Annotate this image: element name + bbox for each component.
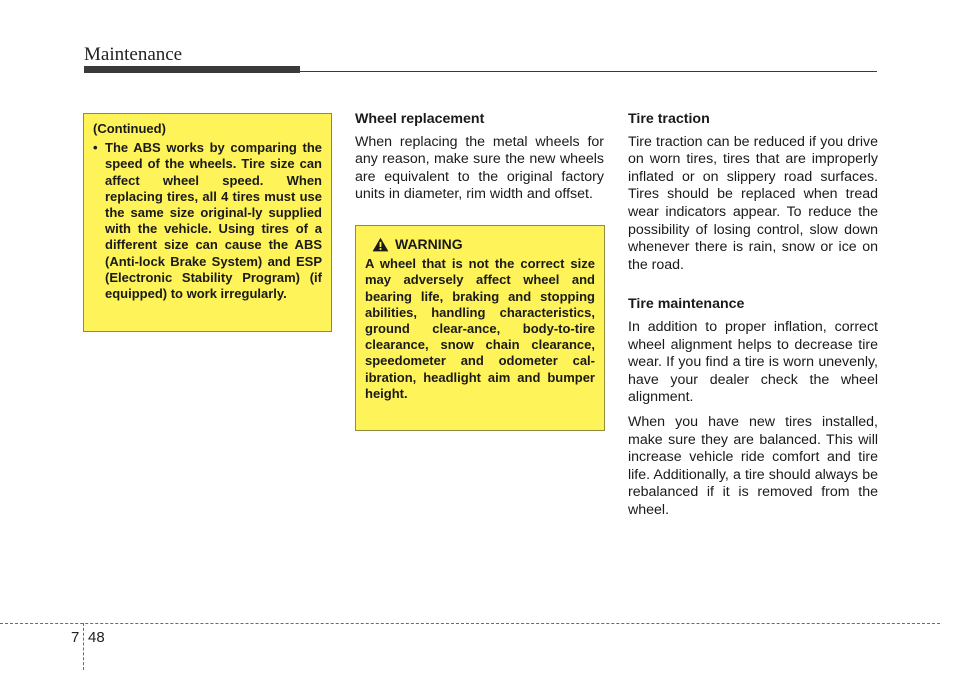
header-title: Maintenance: [84, 44, 183, 65]
warning-title: WARNING: [395, 236, 463, 252]
header-rule: [300, 71, 877, 72]
right-column: [628, 111, 878, 526]
warning-triangle-icon: [372, 237, 389, 252]
wheel-replacement-title: Wheel replacement: [355, 111, 485, 127]
tire-traction-title: Tire traction: [628, 111, 710, 127]
wheel-replacement-text: When replacing the metal wheels for any reason, make sure the new wheels are equivalent to the original factory units in diameter, rim width and offset.: [355, 133, 604, 203]
page-number: 48: [88, 629, 105, 646]
continued-bullet-item: [93, 140, 322, 302]
tire-maintenance-text-1: In addition to proper inflation, correct wheel alignment helps to decrease tire wear. If you find a tire is worn unevenly, have your dealer check the wheel alignment.: [628, 318, 878, 406]
bullet-icon: •: [93, 140, 98, 156]
continued-text: The ABS works by comparing the speed of the wheels. Tire size can affect wheel speed. When replacing tires, all 4 tires must use the same size original-ly supplied with the vehicle. Using tires of a different size can cause the ABS (Anti-lock Brake System) and ESP (Electronic Stability Program) (if equipped) to work irregularly.: [105, 140, 322, 302]
warning-text: A wheel that is not the correct size may adversely affect wheel and bearing life, braking and stopping abilities, handling characteristics, ground clear-ance, body-to-tire clearance, snow chain clearance, speedometer and odometer cal-ibration, headlight aim and bumper height.: [365, 256, 595, 401]
continued-label: (Continued): [93, 121, 166, 136]
footer-rule: [0, 623, 940, 624]
middle-column: [355, 111, 604, 211]
page-chapter: 7: [71, 629, 80, 646]
tire-maintenance-title: Tire maintenance: [628, 296, 745, 313]
tire-traction-text: Tire traction can be reduced if you drive on worn tires, tires that are improperly inflated or on slippery road surfaces. Tires should be replaced when tread wear indicators appear. To reduce the possibility of losing control, slow down whenever there is rain, snow or ice on the road.: [628, 133, 878, 273]
footer-divider: [83, 623, 84, 670]
header-bar: [84, 66, 300, 73]
warning-box: [355, 225, 605, 431]
warning-header: [365, 236, 595, 252]
section-gap: [628, 281, 878, 296]
continued-box: [83, 113, 332, 332]
tire-maintenance-text-2: When you have new tires installed, make sure they are balanced. This will increase vehicle ride comfort and tire life. Additionally, a tire should always be rebalanced if it is removed from the wheel.: [628, 413, 878, 518]
